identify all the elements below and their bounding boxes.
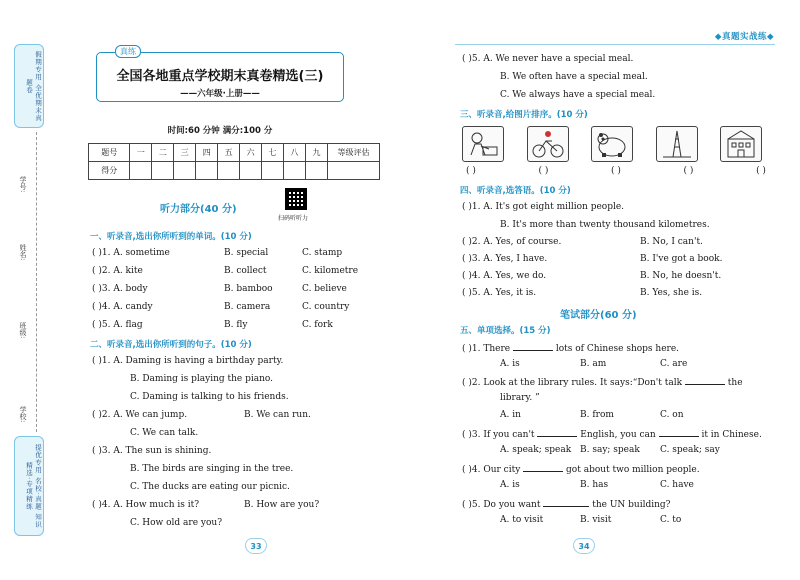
class-field: 班级: [19, 322, 27, 339]
score-table-header: 一 [130, 144, 152, 162]
q4-heading: 四、听录音,选答语。(10 分) [460, 186, 571, 196]
score-table-header: 八 [284, 144, 306, 162]
q5-question-2-cont: library. ” [500, 393, 540, 403]
cut-line [36, 132, 37, 432]
q5-options-5 [500, 515, 681, 525]
question-text: the UN building? [592, 500, 671, 510]
question-text: ( )4. Our city [462, 465, 521, 475]
question-text: English, you can [580, 430, 656, 440]
score-table-row [89, 162, 380, 180]
q1-item-a: ( )5. A. flag [92, 320, 143, 330]
writing-section-title: 笔试部分(60 分) [560, 310, 637, 321]
score-cell[interactable] [196, 162, 218, 180]
score-cell[interactable] [130, 162, 152, 180]
q2-line: B. How are you? [244, 500, 320, 510]
answer-blank[interactable] [523, 463, 563, 472]
school-field: 学校: [19, 406, 27, 423]
q5-options-4 [500, 480, 694, 490]
q4-option-a: ( )2. A. Yes, of course. [462, 237, 562, 247]
q4-option-b: B. I've got a book. [640, 254, 723, 264]
q1-item-b: B. collect [224, 266, 267, 276]
q4-option-b: B. Yes, she is. [640, 288, 703, 298]
option-b: B. say; speak [580, 445, 640, 455]
q4-item [462, 237, 703, 247]
q2-line: C. Daming is talking to his friends. [130, 392, 289, 402]
q1-item-c: C. stamp [302, 248, 343, 258]
q5-question-2 [462, 376, 743, 388]
q1-item-a: ( )3. A. body [92, 284, 148, 294]
q1-item-b: B. bamboo [224, 284, 273, 294]
q5-question-5 [462, 498, 670, 510]
option-b: B. from [580, 410, 614, 420]
question-text: lots of Chinese shops here. [555, 344, 680, 354]
q2-heading: 二、听录音,选出你所听到的句子。(10 分) [90, 340, 252, 350]
cyclist-icon [527, 126, 569, 162]
q4-item [462, 254, 722, 264]
question-text: ( )1. There [462, 344, 511, 354]
score-table-header: 九 [305, 144, 327, 162]
score-cell[interactable] [284, 162, 306, 180]
score-row-label: 得分 [89, 162, 130, 180]
q1-item-c: C. country [302, 302, 350, 312]
q1-item-a: ( )4. A. candy [92, 302, 153, 312]
q1-item-1 [92, 248, 342, 258]
q2-line: ( )1. A. Daming is having a birthday party. [92, 356, 284, 366]
q2-cont-line: B. We often have a special meal. [500, 72, 648, 82]
score-table-header: 六 [240, 144, 262, 162]
q2-cont-line: ( )5. A. We never have a special meal. [462, 54, 634, 64]
q2-line: C. The ducks are eating our picnic. [130, 482, 290, 492]
exam-meta: 时间:60 分钟 满分:100 分 [167, 126, 273, 136]
page-number-left: 33 [245, 538, 267, 554]
q5-question-3 [462, 428, 762, 440]
question-text: ( )5. Do you want [462, 500, 541, 510]
listening-section-title: 听力部分(40 分) [160, 204, 237, 215]
score-table-header-row [89, 144, 380, 162]
page-number-right: 34 [573, 538, 595, 554]
option-b: B. visit [580, 515, 612, 525]
q5-question-4 [462, 463, 700, 475]
q1-item-b: B. special [224, 248, 269, 258]
q5-heading: 五、单项选择。(15 分) [460, 326, 551, 336]
option-b: B. has [580, 480, 609, 490]
strip-top-tab: 假期专用 全优期末真题卷 [14, 44, 44, 128]
score-cell[interactable] [240, 162, 262, 180]
q1-item-a: ( )1. A. sometime [92, 248, 170, 258]
q2-line: C. How old are you? [130, 518, 223, 528]
q1-item-a: ( )2. A. kite [92, 266, 143, 276]
score-cell[interactable] [262, 162, 284, 180]
top-badge: ◆真题实战练◆ [714, 32, 774, 42]
q4-option-a: ( )4. A. Yes, we do. [462, 271, 547, 281]
q5-question-1 [462, 342, 679, 354]
option-c: C. to [660, 515, 682, 525]
q4-line: ( )1. A. It's got eight million people. [462, 202, 625, 212]
option-a: A. to visit [500, 515, 544, 525]
q1-item-3 [92, 284, 347, 294]
q1-item-b: B. fly [224, 320, 248, 330]
answer-blank[interactable] [537, 428, 577, 437]
question-text: it in Chinese. [701, 430, 762, 440]
option-a: A. speak; speak [500, 445, 572, 455]
score-cell[interactable] [152, 162, 174, 180]
qr-label: 扫码听听力 [278, 215, 309, 222]
q3-brackets [466, 166, 766, 176]
option-a: A. is [500, 359, 520, 369]
q4-line: B. It's more than twenty thousand kilometres. [500, 220, 710, 230]
q4-item [462, 271, 721, 281]
option-b: B. am [580, 359, 607, 369]
writing-boy-icon [462, 126, 504, 162]
binding-strip [14, 44, 44, 548]
q1-heading: 一、听录音,选出你所听到的单词。(10 分) [90, 232, 252, 242]
q5-options-1 [500, 359, 687, 369]
q1-item-4 [92, 302, 349, 312]
q2-line: B. We can run. [244, 410, 311, 420]
panda-icon [591, 126, 633, 162]
score-table-header: 三 [174, 144, 196, 162]
option-a: A. is [500, 480, 520, 490]
q3-bracket[interactable]: ( ) [538, 166, 549, 176]
answer-blank[interactable] [685, 376, 725, 385]
score-cell[interactable] [305, 162, 327, 180]
q1-item-2 [92, 266, 358, 276]
q3-bracket[interactable]: ( ) [611, 166, 621, 176]
q2-line: ( )2. A. We can jump. [92, 410, 188, 420]
q3-pictures [462, 126, 762, 162]
option-c: C. are [660, 359, 688, 369]
strip-bottom-tab: 提优专用 名校·真题 知识精选·专项精练 [14, 436, 44, 536]
option-c: C. have [660, 480, 694, 490]
qr-code-icon[interactable] [285, 188, 307, 210]
q5-options-3 [500, 445, 720, 455]
q2-line: C. We can talk. [130, 428, 199, 438]
score-table-header: 题号 [89, 144, 130, 162]
option-a: A. in [500, 410, 521, 420]
q3-bracket[interactable]: ( ) [756, 166, 766, 176]
q2-line: ( )3. A. The sun is shining. [92, 446, 212, 456]
q5-options-2 [500, 410, 684, 420]
score-table-header: 五 [218, 144, 240, 162]
option-c: C. on [660, 410, 684, 420]
q2-cont-line: C. We always have a special meal. [500, 90, 656, 100]
score-cell[interactable] [218, 162, 240, 180]
header-rule [455, 44, 775, 45]
student-id-field: 学号: [19, 176, 27, 193]
q3-heading: 三、听录音,给图片排序。(10 分) [460, 110, 588, 120]
answer-blank[interactable] [659, 428, 699, 437]
q3-bracket[interactable]: ( ) [683, 166, 694, 176]
score-table [88, 143, 380, 180]
q4-option-a: ( )5. A. Yes, it is. [462, 288, 537, 298]
question-text: ( )3. If you can't [462, 430, 535, 440]
score-table-header: 七 [262, 144, 284, 162]
score-table-header: 四 [196, 144, 218, 162]
q2-line: B. Daming is playing the piano. [130, 374, 274, 384]
q4-option-b: B. No, I can't. [640, 237, 703, 247]
score-table-header: 等级评估 [328, 144, 380, 162]
question-text: the [727, 378, 743, 388]
skyscraper-icon [656, 126, 698, 162]
exam-title-box [96, 47, 344, 102]
q4-option-b: B. No, he doesn't. [640, 271, 722, 281]
q4-item [462, 288, 702, 298]
score-table-header: 二 [152, 144, 174, 162]
q2-line: ( )4. A. How much is it? [92, 500, 200, 510]
building-icon [720, 126, 762, 162]
answer-blank[interactable] [513, 342, 553, 351]
answer-blank[interactable] [543, 498, 589, 507]
student-name-field: 姓名: [19, 244, 27, 261]
q1-item-c: C. believe [302, 284, 347, 294]
score-cell[interactable] [174, 162, 196, 180]
q1-item-c: C. fork [302, 320, 333, 330]
title-badge: 真练 [115, 45, 141, 58]
score-cell[interactable] [328, 162, 380, 180]
exam-title: 全国各地重点学校期末真卷精选(三) [116, 69, 324, 84]
question-text: got about two million people. [566, 465, 700, 475]
exam-subtitle: ——六年级·上册—— [180, 89, 260, 99]
q1-item-c: C. kilometre [302, 266, 359, 276]
question-text: ( )2. Look at the library rules. It says:“Don't talk [462, 378, 683, 388]
q1-item-b: B. camera [224, 302, 271, 312]
q4-option-a: ( )3. A. Yes, I have. [462, 254, 548, 264]
option-c: C. speak; say [660, 445, 720, 455]
q3-bracket[interactable]: ( ) [466, 166, 476, 176]
q2-line: B. The birds are singing in the tree. [130, 464, 294, 474]
q1-item-5 [92, 320, 333, 330]
